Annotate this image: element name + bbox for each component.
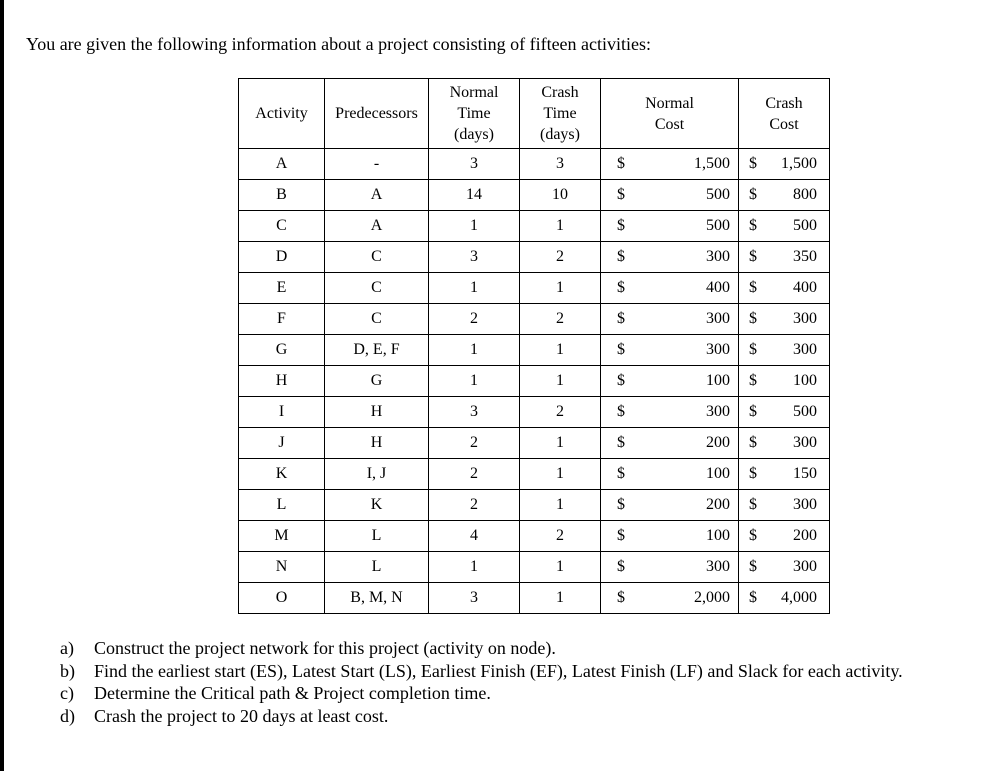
cell-normal-time: 3 [429, 242, 520, 273]
crash-cost-value: 300 [793, 496, 817, 513]
crash-cost-value: 500 [793, 217, 817, 234]
cell-crash-time: 1 [520, 459, 601, 490]
cell-crash-cost [739, 552, 830, 583]
cell-crash-time: 2 [520, 242, 601, 273]
cell-crash-time: 3 [520, 149, 601, 180]
cell-predecessors: - [325, 149, 429, 180]
cell-crash-cost [739, 304, 830, 335]
cell-crash-cost [739, 211, 830, 242]
cell-normal-cost [601, 583, 739, 614]
cell-normal-time: 3 [429, 397, 520, 428]
cell-normal-time: 4 [429, 521, 520, 552]
currency-symbol: $ [749, 527, 757, 544]
question-text: Crash the project to 20 days at least cost. [94, 705, 389, 726]
cell-normal-time: 1 [429, 335, 520, 366]
cell-crash-time: 2 [520, 304, 601, 335]
currency-symbol: $ [749, 465, 757, 482]
cell-normal-cost [601, 459, 739, 490]
cell-predecessors: C [325, 273, 429, 304]
cell-normal-cost [601, 397, 739, 428]
cell-crash-time: 1 [520, 583, 601, 614]
cell-crash-cost [739, 273, 830, 304]
normal-cost-value: 1,500 [694, 155, 730, 172]
cell-crash-cost [739, 459, 830, 490]
normal-cost-value: 2,000 [694, 589, 730, 606]
cell-normal-cost [601, 366, 739, 397]
cell-activity: B [239, 180, 325, 211]
currency-symbol: $ [617, 465, 625, 482]
cell-normal-time: 1 [429, 273, 520, 304]
cell-crash-cost [739, 149, 830, 180]
cell-crash-cost [739, 521, 830, 552]
question-d [60, 705, 903, 728]
header-crash-time-line3: (days) [540, 126, 580, 143]
currency-symbol: $ [617, 217, 625, 234]
crash-cost-value: 150 [793, 465, 817, 482]
table-row [239, 428, 830, 459]
cell-normal-cost [601, 428, 739, 459]
crash-cost-value: 100 [793, 372, 817, 389]
cell-activity: O [239, 583, 325, 614]
cell-predecessors: K [325, 490, 429, 521]
cell-predecessors: G [325, 366, 429, 397]
cell-activity: N [239, 552, 325, 583]
normal-cost-value: 100 [706, 527, 730, 544]
cell-crash-cost [739, 397, 830, 428]
question-text: Determine the Critical path & Project completion time. [94, 683, 491, 703]
currency-symbol: $ [617, 558, 625, 575]
left-margin-rule [0, 0, 4, 771]
cell-activity: L [239, 490, 325, 521]
currency-symbol: $ [749, 558, 757, 575]
header-normal-time-line1: Normal [449, 84, 499, 101]
cell-normal-cost [601, 552, 739, 583]
normal-cost-value: 100 [706, 465, 730, 482]
header-normal-cost-line2: Cost [654, 115, 685, 133]
normal-cost-value: 500 [706, 186, 730, 203]
cell-normal-cost [601, 490, 739, 521]
header-crash-cost [739, 79, 830, 149]
cell-normal-time: 3 [429, 149, 520, 180]
cell-crash-time: 1 [520, 366, 601, 397]
cell-predecessors: B, M, N [325, 583, 429, 614]
currency-symbol: $ [749, 186, 757, 203]
table-header-row [239, 79, 830, 149]
currency-symbol: $ [749, 217, 757, 234]
crash-cost-value: 300 [793, 434, 817, 451]
cell-normal-cost [601, 304, 739, 335]
cell-activity: K [239, 459, 325, 490]
cell-normal-time: 1 [429, 211, 520, 242]
header-normal-time-line2: Time [457, 105, 491, 122]
normal-cost-value: 100 [706, 372, 730, 389]
crash-cost-value: 400 [793, 279, 817, 296]
cell-crash-cost [739, 490, 830, 521]
currency-symbol: $ [617, 341, 625, 358]
currency-symbol: $ [617, 434, 625, 451]
cell-normal-cost [601, 521, 739, 552]
currency-symbol: $ [749, 403, 757, 420]
question-label: c) [60, 683, 74, 703]
cell-predecessors: L [325, 552, 429, 583]
cell-activity: C [239, 211, 325, 242]
cell-predecessors: C [325, 242, 429, 273]
cell-normal-time: 2 [429, 459, 520, 490]
header-normal-cost [601, 79, 739, 149]
table-body [239, 149, 830, 614]
table-row [239, 211, 830, 242]
cell-activity: A [239, 149, 325, 180]
header-crash-cost-line2: Cost [769, 115, 799, 133]
normal-cost-value: 300 [706, 558, 730, 575]
table-row [239, 459, 830, 490]
cell-normal-cost [601, 211, 739, 242]
cell-normal-time: 14 [429, 180, 520, 211]
normal-cost-value: 300 [706, 248, 730, 265]
crash-cost-value: 300 [793, 558, 817, 575]
cell-activity: J [239, 428, 325, 459]
currency-symbol: $ [617, 155, 625, 172]
table-row [239, 490, 830, 521]
cell-crash-cost [739, 366, 830, 397]
cell-predecessors: H [325, 397, 429, 428]
cell-predecessors: D, E, F [325, 335, 429, 366]
currency-symbol: $ [749, 496, 757, 513]
cell-predecessors: I, J [325, 459, 429, 490]
cell-crash-time: 2 [520, 397, 601, 428]
cell-activity: F [239, 304, 325, 335]
question-text: Find the earliest start (ES), Latest Start (LS), Earliest Finish (EF), Latest Finish (LF) and Slack for each activity. [94, 660, 903, 681]
header-normal-time [429, 79, 520, 149]
table-row [239, 397, 830, 428]
currency-symbol: $ [617, 248, 625, 265]
normal-cost-value: 300 [706, 403, 730, 420]
table-row [239, 273, 830, 304]
table-row [239, 180, 830, 211]
cell-predecessors: H [325, 428, 429, 459]
normal-cost-value: 500 [706, 217, 730, 234]
cell-crash-cost [739, 583, 830, 614]
cell-crash-time: 1 [520, 211, 601, 242]
crash-cost-value: 200 [793, 527, 817, 544]
question-a [60, 637, 903, 660]
cell-normal-time: 2 [429, 428, 520, 459]
cell-crash-time: 2 [520, 521, 601, 552]
crash-cost-value: 800 [793, 186, 817, 203]
header-normal-time-line3: (days) [454, 126, 494, 143]
currency-symbol: $ [617, 527, 625, 544]
question-label: b) [60, 660, 75, 681]
cell-normal-cost [601, 180, 739, 211]
crash-cost-value: 1,500 [781, 155, 817, 172]
cell-activity: D [239, 242, 325, 273]
cell-crash-time: 10 [520, 180, 601, 211]
cell-crash-time: 1 [520, 490, 601, 521]
cell-normal-cost [601, 335, 739, 366]
currency-symbol: $ [749, 248, 757, 265]
table-row [239, 583, 830, 614]
cell-predecessors: A [325, 180, 429, 211]
cell-activity: M [239, 521, 325, 552]
currency-symbol: $ [749, 341, 757, 358]
normal-cost-value: 200 [706, 434, 730, 451]
cell-predecessors: A [325, 211, 429, 242]
currency-symbol: $ [617, 589, 625, 606]
cell-normal-cost [601, 149, 739, 180]
cell-predecessors: L [325, 521, 429, 552]
crash-cost-value: 300 [793, 310, 817, 327]
activity-table [238, 78, 830, 614]
currency-symbol: $ [749, 434, 757, 451]
table-row [239, 149, 830, 180]
table-row [239, 366, 830, 397]
intro-text: You are given the following information about a project consisting of fifteen activities: [26, 34, 652, 54]
cell-crash-cost [739, 242, 830, 273]
crash-cost-value: 350 [793, 248, 817, 265]
header-crash-cost-line1: Crash [765, 94, 803, 112]
currency-symbol: $ [617, 372, 625, 389]
currency-symbol: $ [617, 496, 625, 513]
table-row [239, 335, 830, 366]
cell-activity: H [239, 366, 325, 397]
table-row [239, 242, 830, 273]
currency-symbol: $ [617, 186, 625, 203]
question-label: d) [60, 705, 75, 726]
cell-activity: I [239, 397, 325, 428]
currency-symbol: $ [749, 155, 757, 172]
header-predecessors: Predecessors [325, 79, 429, 149]
table-row [239, 304, 830, 335]
currency-symbol: $ [617, 279, 625, 296]
header-activity: Activity [239, 79, 325, 149]
cell-normal-time: 3 [429, 583, 520, 614]
normal-cost-value: 300 [706, 341, 730, 358]
cell-normal-time: 2 [429, 490, 520, 521]
crash-cost-value: 4,000 [781, 589, 817, 606]
cell-crash-time: 1 [520, 428, 601, 459]
question-b [60, 660, 903, 683]
cell-crash-cost [739, 335, 830, 366]
question-label: a) [60, 638, 74, 658]
normal-cost-value: 300 [706, 310, 730, 327]
currency-symbol: $ [749, 279, 757, 296]
cell-normal-cost [601, 273, 739, 304]
cell-crash-time: 1 [520, 552, 601, 583]
question-text: Construct the project network for this project (activity on node). [94, 638, 556, 658]
currency-symbol: $ [749, 372, 757, 389]
header-crash-time-line2: Time [543, 105, 577, 122]
cell-crash-time: 1 [520, 273, 601, 304]
cell-normal-cost [601, 242, 739, 273]
currency-symbol: $ [749, 589, 757, 606]
cell-normal-time: 1 [429, 552, 520, 583]
cell-predecessors: C [325, 304, 429, 335]
cell-normal-time: 1 [429, 366, 520, 397]
cell-activity: E [239, 273, 325, 304]
header-crash-time [520, 79, 601, 149]
cell-crash-time: 1 [520, 335, 601, 366]
cell-normal-time: 2 [429, 304, 520, 335]
currency-symbol: $ [749, 310, 757, 327]
cell-crash-cost [739, 180, 830, 211]
question-list [60, 637, 903, 727]
currency-symbol: $ [617, 310, 625, 327]
crash-cost-value: 500 [793, 403, 817, 420]
table-row [239, 552, 830, 583]
normal-cost-value: 200 [706, 496, 730, 513]
table-row [239, 521, 830, 552]
currency-symbol: $ [617, 403, 625, 420]
cell-crash-cost [739, 428, 830, 459]
normal-cost-value: 400 [706, 279, 730, 296]
header-crash-time-line1: Crash [541, 84, 579, 101]
question-c [60, 682, 903, 705]
crash-cost-value: 300 [793, 341, 817, 358]
header-normal-cost-line1: Normal [645, 94, 694, 112]
cell-activity: G [239, 335, 325, 366]
